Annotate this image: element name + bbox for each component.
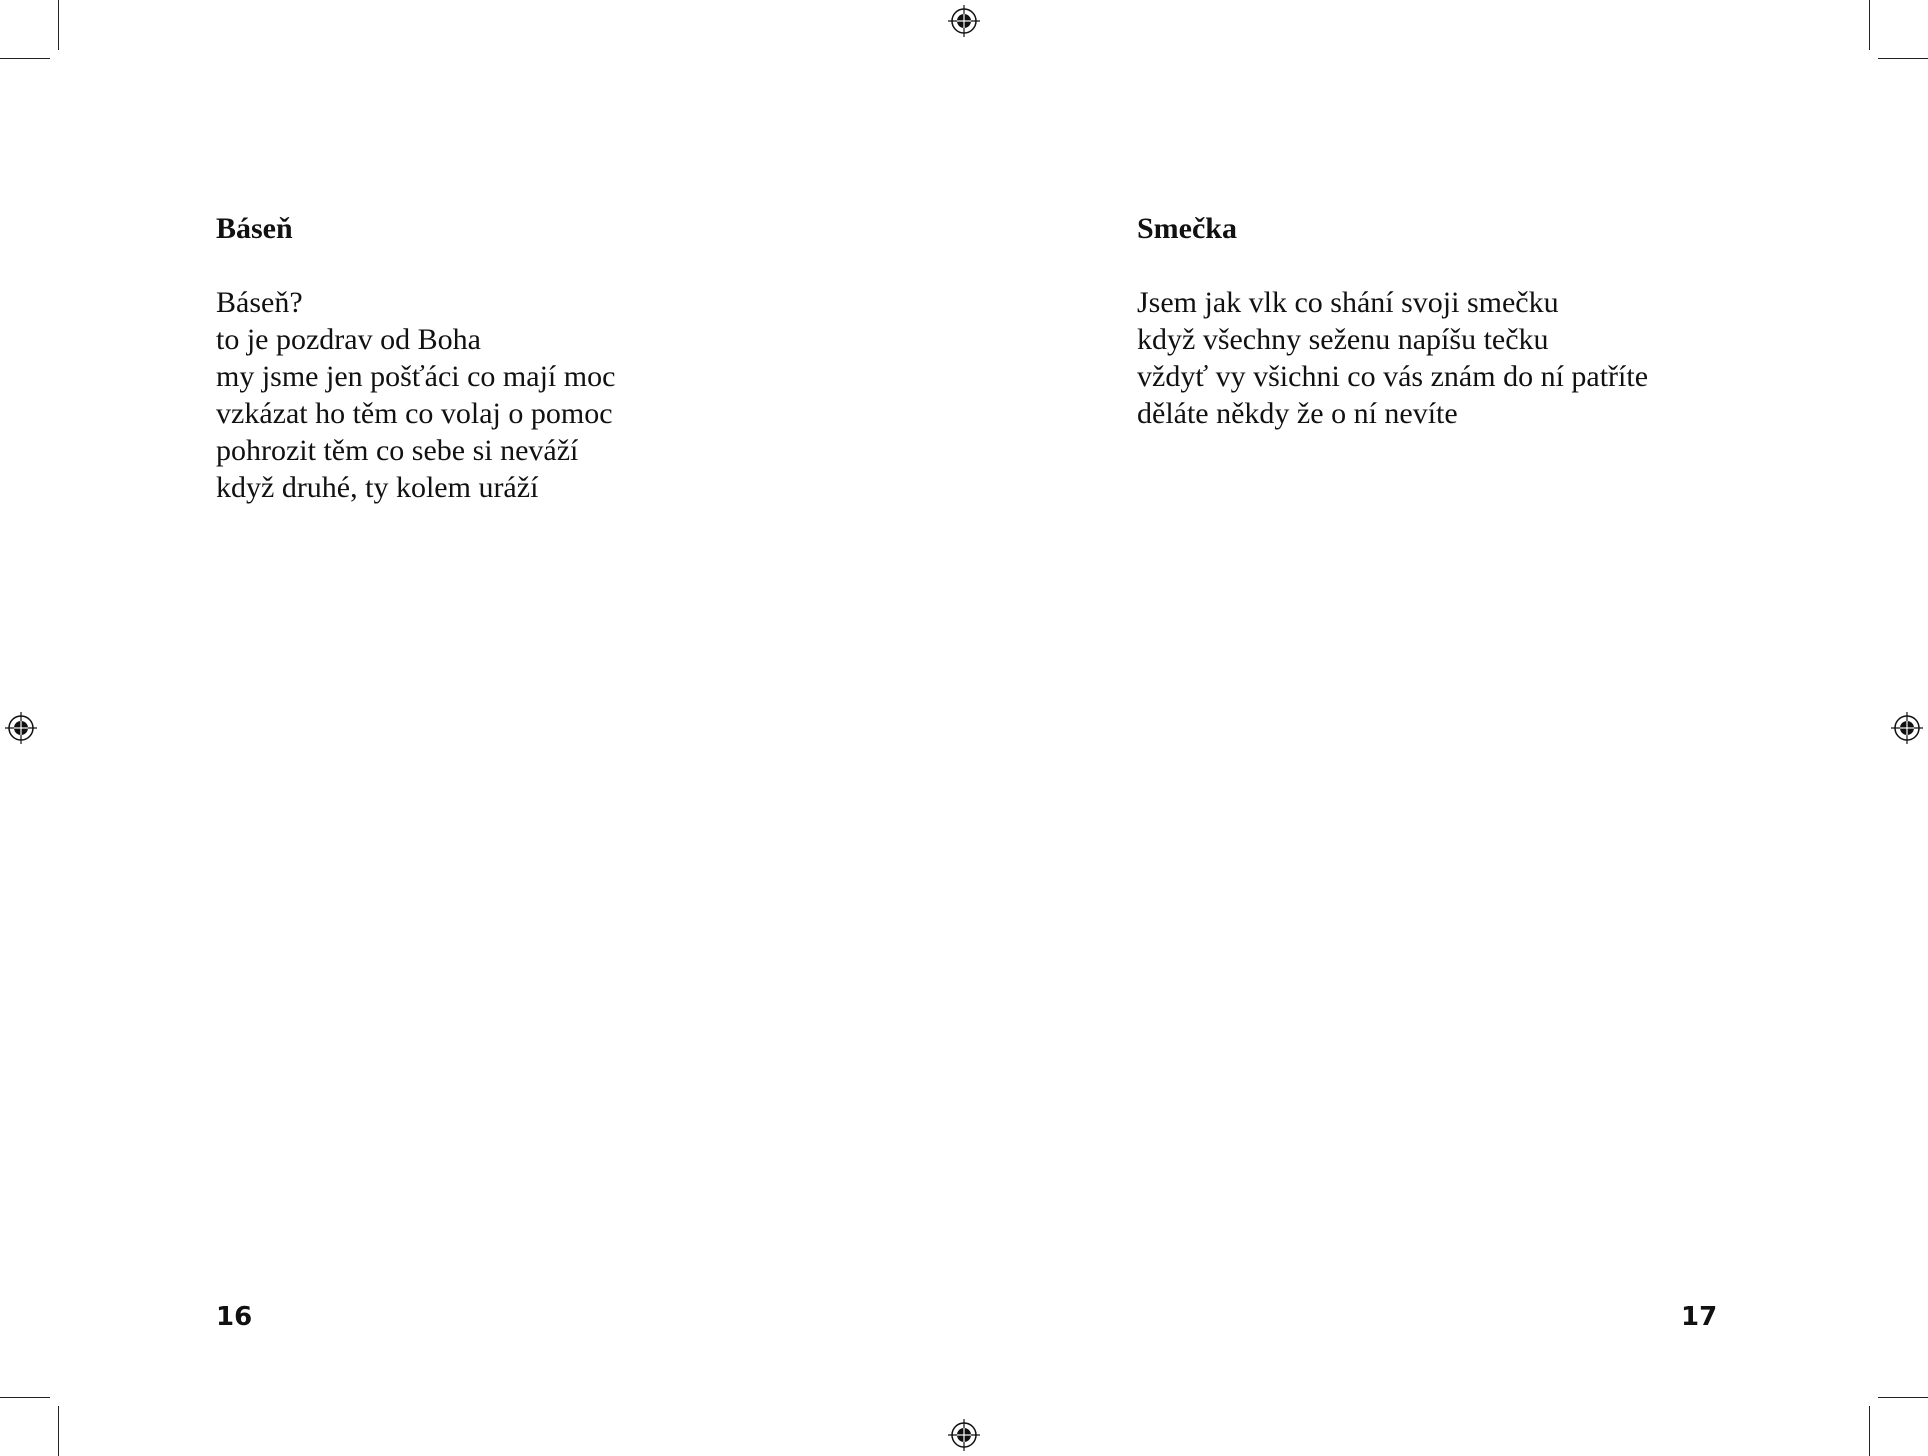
poem-line: děláte někdy že o ní nevíte — [1137, 397, 1458, 430]
poem-title: Báseň — [216, 212, 293, 245]
poem-line: pohrozit těm co sebe si neváží — [216, 434, 579, 467]
poem-line: vzkázat ho těm co volaj o pomoc — [216, 397, 613, 430]
poem-line: když všechny seženu napíšu tečku — [1137, 323, 1549, 356]
poem-line: když druhé, ty kolem uráží — [216, 471, 539, 504]
poem-title: Smečka — [1137, 212, 1237, 245]
poem-line: Báseň? — [216, 286, 303, 319]
page-number: 16 — [216, 1302, 253, 1332]
poem-line: to je pozdrav od Boha — [216, 323, 481, 356]
poem-line: my jsme jen pošťáci co mají moc — [216, 360, 616, 393]
poem-body — [216, 284, 615, 506]
right-page — [964, 0, 1928, 1456]
poem-line: vždyť vy všichni co vás znám do ní patříte — [1137, 360, 1649, 393]
page-number: 17 — [1681, 1302, 1718, 1332]
poem-line: Jsem jak vlk co shání svoji smečku — [1137, 286, 1559, 319]
poem-body — [1137, 284, 1648, 432]
